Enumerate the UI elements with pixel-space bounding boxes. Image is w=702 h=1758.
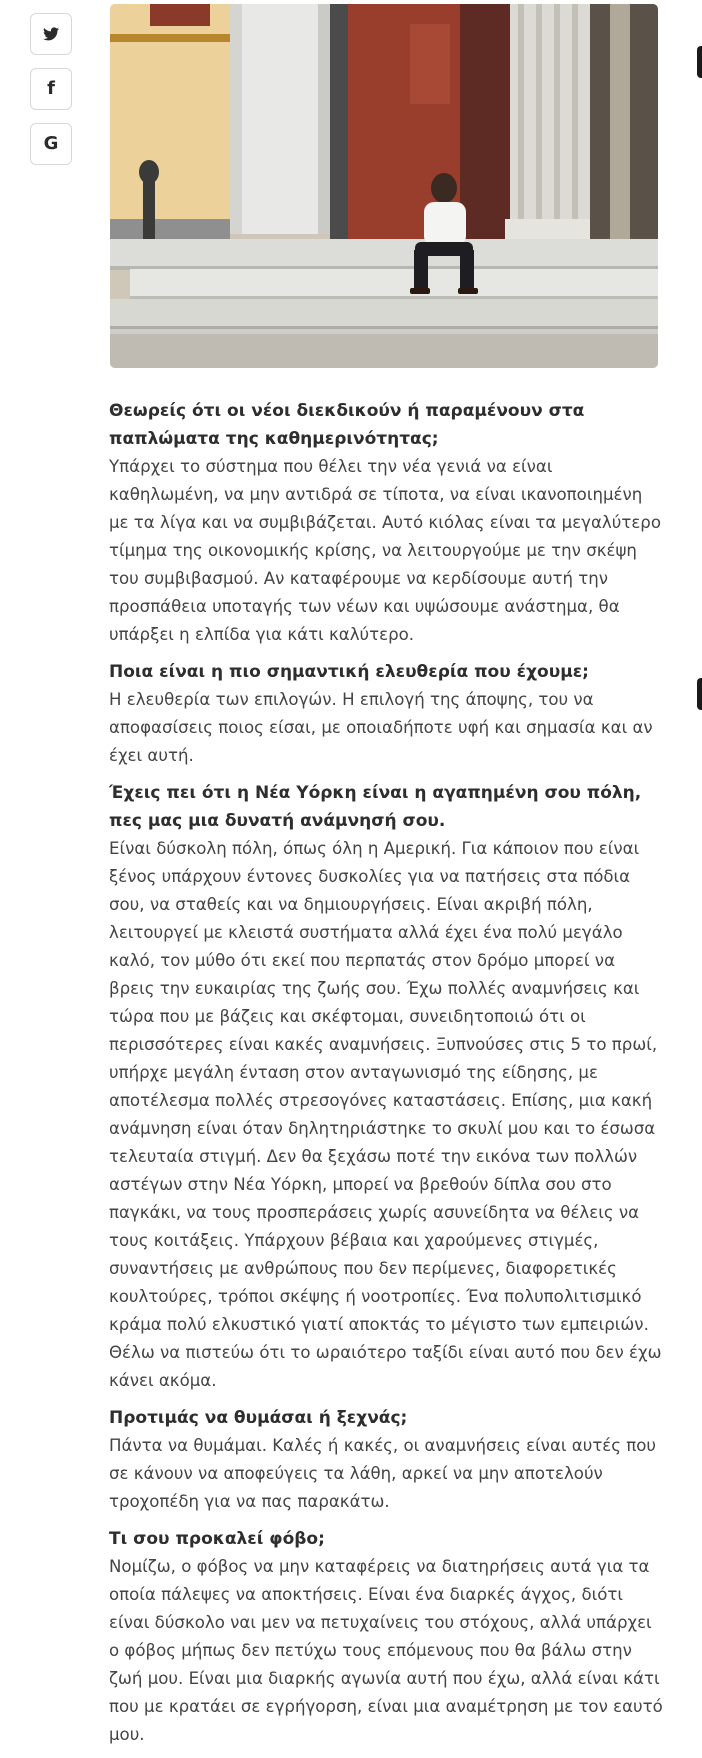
share-facebook-button[interactable] [30,68,72,110]
answer-paragraph: Η ελευθερία των επιλογών. Η επιλογή της άποψης, του να αποφασίσεις ποιος είσαι, με οποιαδήποτε υφή και σημασία και αν έχει αυτή. [109,690,653,765]
answer-paragraph: Νομίζω, ο φόβος να μην καταφέρεις να διατηρήσεις αυτά για τα οποία πάλεψες να αποκτήσεις. Είναι ένα διαρκές άγχος, διότι είναι δύσκολο ναι μεν να πετυχαίνεις του στόχους, αλλά υπάρχει ο φόβος μήπως δεν πετύχω τους επόμενους που θα βάλω στην ζωή μου. Είναι μια διαρκής αγωνία αυτή που έχω, αλλά είναι κάτι που με κρατάει σε εγρήγορση, είναι μια αναμέτρηση με τον εαυτό μου. [109,1557,663,1744]
edge-tab-top[interactable] [697,46,702,78]
qa-block-5 [109,1525,664,1749]
hero-image [110,4,658,368]
qa-block-4 [109,1404,664,1516]
share-twitter-button[interactable] [30,13,72,55]
google-icon: G [43,133,59,154]
facebook-icon: f [47,78,55,99]
twitter-icon [43,27,59,41]
question-heading: Τι σου προκαλεί φόβο; [109,1529,325,1549]
question-heading: Ποια είναι η πιο σημαντική ελευθερία που έχουμε; [109,662,589,682]
share-google-button[interactable] [30,123,72,165]
answer-paragraph: Είναι δύσκολη πόλη, όπως όλη η Αμερική. Για κάποιον που είναι ξένος υπάρχουν έντονες δυσκολίες για να πατήσεις στα πόδια σου, να σταθείς και να δημιουργήσεις. Είναι ακριβή πόλη, λειτουργεί με κλειστά συστήματα αλλά έχει ένα πολύ μεγάλο καλό, τον μύθο ότι εκεί που περπατάς στον δρόμο μπορεί να βρεις την ευκαιρίας της ζωής σου. Έχω πολλές αναμνήσεις και τώρα που με βάζεις και σκέφτομαι, συνειδητοποιώ ότι οι περισσότερες είναι κακές αναμνήσεις. Ξυπνούσες στις 5 το πρωί, υπήρχε μεγάλη ένταση στον ανταγωνισμό της είδησης, με αποτέλεσμα πολλές στρεσογόνες καταστάσεις. Επίσης, μια κακή ανάμνηση είναι όταν δηλητηριάστηκε το σκυλί μου και το έσωσα τελευταία στιγμή. Δεν θα ξεχάσω ποτέ την εικόνα των πολλών αστέγων στην Νέα Υόρκη, μπορεί να βρεθούν δίπλα σου στο παγκάκι, να τους προσπεράσεις χωρίς ασυνείδητα να θέλεις να τους κοιτάξεις. Υπάρχουν βέβαια και χαρούμενες στιγμές, συναντήσεις με ανθρώπους που δεν περίμενες, διαφορετικές κουλτούρες, τρόποι σκέψης ή νοοτροπίες. Ένα πολυπολιτισμικό κράμα πολύ ελκυστικό γιατί αποκτάς το μέγιστο των εμπειριών. Θέλω να πιστεύω ότι το ωραιότερο ταξίδι είναι αυτό που δεν έχω κάνει ακόμα. [109,839,662,1390]
qa-block-3 [109,779,664,1395]
hero-photo-illustration [110,4,658,368]
qa-block-2 [109,658,664,770]
edge-tab-middle[interactable] [697,678,702,710]
qa-block-1 [109,397,664,649]
share-bar [30,13,74,178]
question-heading: Έχεις πει ότι η Νέα Υόρκη είναι η αγαπημένη σου πόλη, πες μας μια δυνατή ανάμνησή σου. [109,783,642,831]
article-body [109,397,664,1758]
question-heading: Θεωρείς ότι οι νέοι διεκδικούν ή παραμένουν στα παπλώματα της καθημερινότητας; [109,401,585,449]
answer-paragraph: Υπάρχει το σύστημα που θέλει την νέα γενιά να είναι καθηλωμένη, να μην αντιδρά σε τίποτα, να είναι ικανοποιημένη με τα λίγα και να συμβιβάζεται. Αυτό κιόλας είναι τα μεγαλύτερο τίμημα της οικονομικής κρίσης, να λειτουργούμε με την σκέψη του συμβιβασμού. Αν καταφέρουμε να κερδίσουμε αυτή την προσπάθεια υποταγής των νέων και υψώσουμε ανάστημα, θα υπάρξει η ελπίδα για κάτι καλύτερο. [109,457,661,644]
question-heading: Προτιμάς να θυμάσαι ή ξεχνάς; [109,1408,408,1428]
answer-paragraph: Πάντα να θυμάμαι. Καλές ή κακές, οι αναμνήσεις είναι αυτές που σε κάνουν να αποφεύγεις τα λάθη, αρκεί να μην αποτελούν τροχοπέδη για να πας παρακάτω. [109,1436,657,1511]
